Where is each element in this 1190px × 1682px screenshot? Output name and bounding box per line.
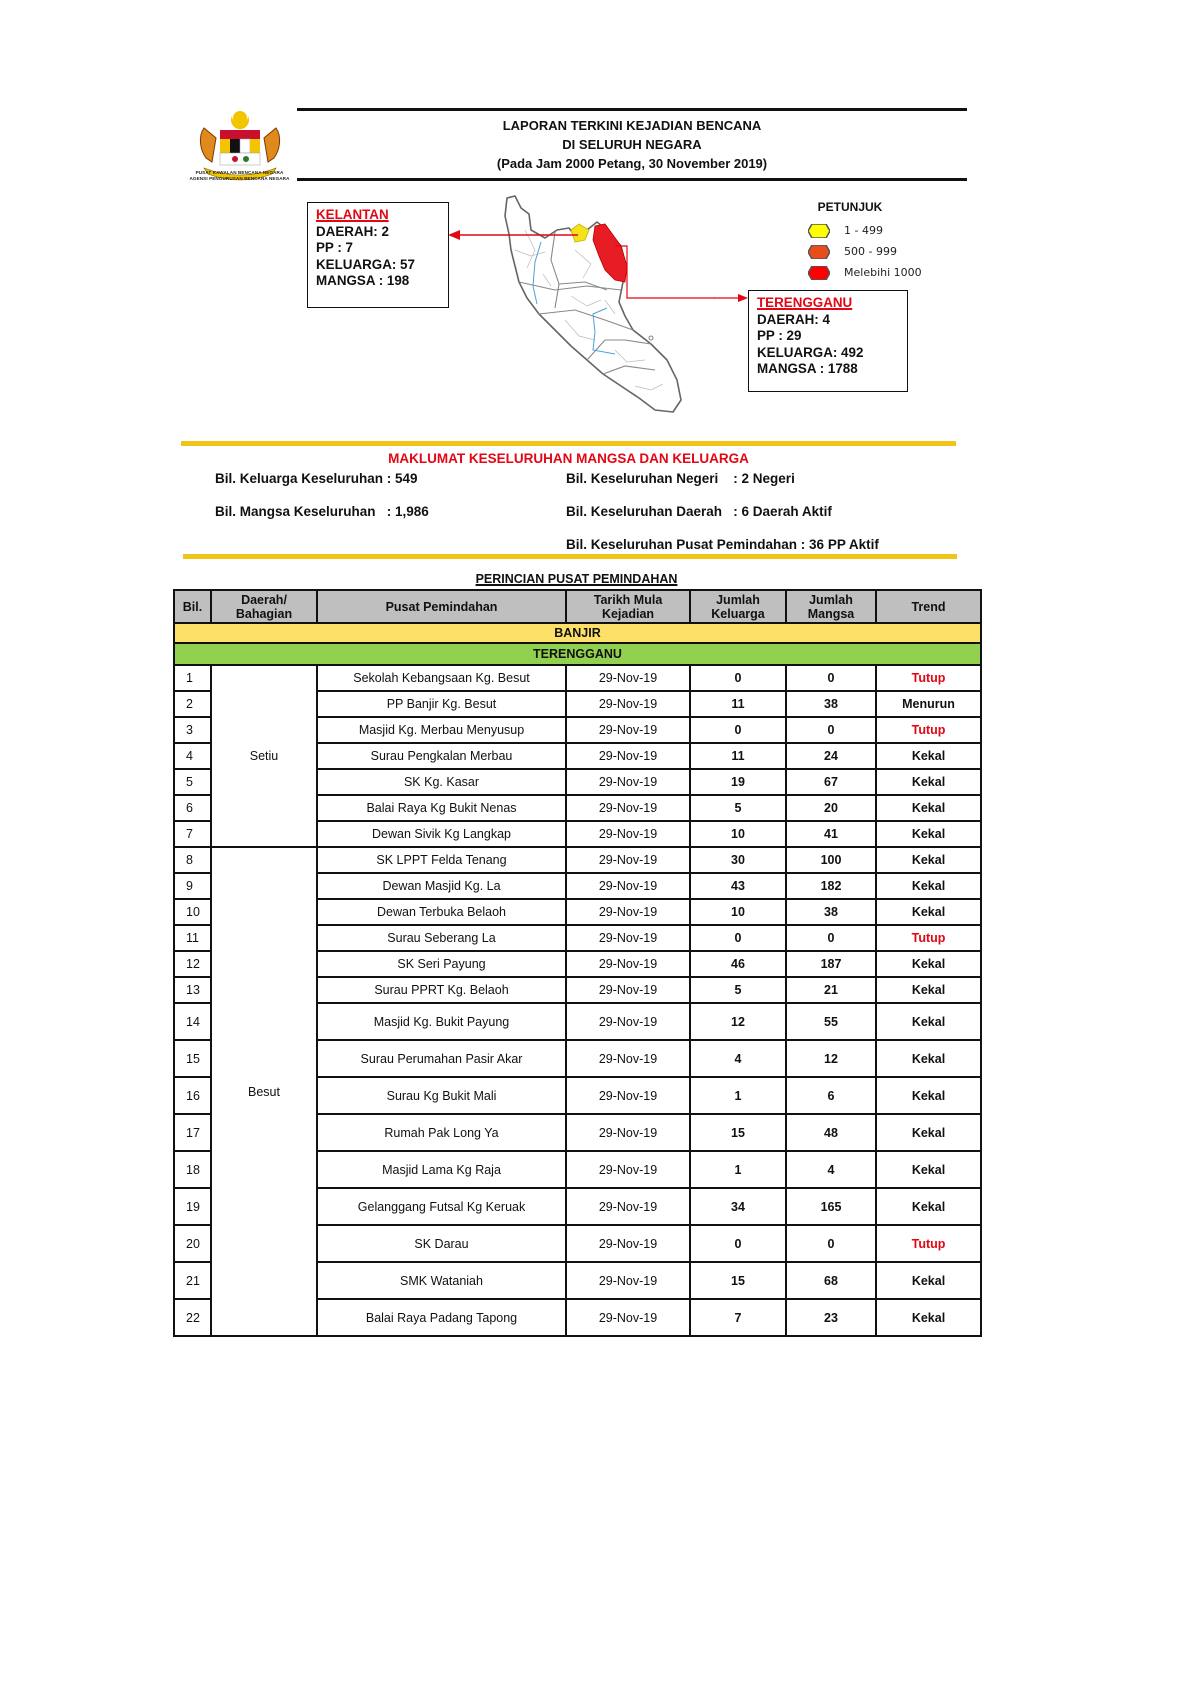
cell-trend: Tutup	[876, 1225, 981, 1262]
cell-bil: 18	[174, 1151, 211, 1188]
cell-jumlah-keluarga: 34	[690, 1188, 786, 1225]
cell-jumlah-mangsa: 0	[786, 925, 876, 951]
cell-pusat-pemindahan: Masjid Kg. Bukit Payung	[317, 1003, 566, 1040]
cell-pusat-pemindahan: Surau Seberang La	[317, 925, 566, 951]
legend-label: Melebihi 1000	[844, 266, 922, 279]
legend-label: 1 - 499	[844, 224, 883, 237]
cell-bil: 15	[174, 1040, 211, 1077]
cell-tarikh: 29-Nov-19	[566, 743, 690, 769]
cell-jumlah-mangsa: 165	[786, 1188, 876, 1225]
cell-pusat-pemindahan: Dewan Sivik Kg Langkap	[317, 821, 566, 847]
cell-trend: Kekal	[876, 769, 981, 795]
cell-bil: 21	[174, 1262, 211, 1299]
cell-bil: 19	[174, 1188, 211, 1225]
legend-item	[800, 262, 940, 283]
cell-tarikh: 29-Nov-19	[566, 951, 690, 977]
cell-bil: 12	[174, 951, 211, 977]
col-header-trend: Trend	[876, 590, 981, 623]
cell-bil: 3	[174, 717, 211, 743]
hexagon-yellow-icon	[808, 224, 830, 238]
state-row	[174, 643, 981, 665]
cell-trend: Kekal	[876, 1040, 981, 1077]
cell-jumlah-keluarga: 19	[690, 769, 786, 795]
cell-bil: 10	[174, 899, 211, 925]
cell-jumlah-mangsa: 67	[786, 769, 876, 795]
col-header-tarikh-line: Kejadian	[601, 606, 655, 621]
report-title	[297, 116, 967, 173]
cell-trend: Kekal	[876, 847, 981, 873]
cell-pusat-pemindahan: SMK Wataniah	[317, 1262, 566, 1299]
cell-jumlah-mangsa: 0	[786, 1225, 876, 1262]
col-header-daerah-line: Bahagian	[235, 606, 293, 621]
cell-pusat-pemindahan: SK Seri Payung	[317, 951, 566, 977]
kelantan-pp: PP : 7	[316, 240, 353, 255]
cell-tarikh: 29-Nov-19	[566, 665, 690, 691]
cell-trend: Kekal	[876, 899, 981, 925]
cell-jumlah-keluarga: 15	[690, 1114, 786, 1151]
disaster-type-row	[174, 623, 981, 643]
col-header-tarikh-line: Tarikh Mula	[593, 592, 663, 607]
cell-bil: 16	[174, 1077, 211, 1114]
cell-jumlah-mangsa: 0	[786, 665, 876, 691]
cell-jumlah-mangsa: 182	[786, 873, 876, 899]
cell-tarikh: 29-Nov-19	[566, 925, 690, 951]
summary-total-pusat: Bil. Keseluruhan Pusat Pemindahan : 36 PP Aktif	[566, 537, 879, 552]
cell-jumlah-keluarga: 1	[690, 1077, 786, 1114]
cell-trend: Kekal	[876, 821, 981, 847]
cell-jumlah-mangsa: 38	[786, 691, 876, 717]
cell-bil: 5	[174, 769, 211, 795]
cell-jumlah-keluarga: 5	[690, 795, 786, 821]
title-line-2: DI SELURUH NEGARA	[562, 137, 702, 152]
cell-jumlah-keluarga: 0	[690, 665, 786, 691]
cell-tarikh: 29-Nov-19	[566, 847, 690, 873]
cell-trend: Kekal	[876, 1188, 981, 1225]
cell-tarikh: 29-Nov-19	[566, 1151, 690, 1188]
kelantan-daerah: DAERAH: 2	[316, 223, 389, 239]
cell-trend: Kekal	[876, 1299, 981, 1336]
map-legend	[800, 200, 940, 283]
cell-pusat-pemindahan: SK LPPT Felda Tenang	[317, 847, 566, 873]
cell-trend: Kekal	[876, 1262, 981, 1299]
cell-jumlah-mangsa: 187	[786, 951, 876, 977]
cell-tarikh: 29-Nov-19	[566, 1114, 690, 1151]
cell-tarikh: 29-Nov-19	[566, 1003, 690, 1040]
cell-trend: Kekal	[876, 1151, 981, 1188]
cell-trend: Tutup	[876, 925, 981, 951]
title-line-1: LAPORAN TERKINI KEJADIAN BENCANA	[502, 118, 762, 133]
cell-trend: Kekal	[876, 873, 981, 899]
cell-pusat-pemindahan: PP Banjir Kg. Besut	[317, 691, 566, 717]
title-line-3: (Pada Jam 2000 Petang, 30 November 2019)	[496, 156, 768, 171]
cell-jumlah-mangsa: 20	[786, 795, 876, 821]
table-header-row	[174, 590, 981, 623]
kelantan-info-box	[307, 202, 449, 308]
logo-caption	[182, 170, 297, 181]
cell-jumlah-mangsa: 100	[786, 847, 876, 873]
cell-trend: Kekal	[876, 1114, 981, 1151]
cell-jumlah-keluarga: 15	[690, 1262, 786, 1299]
cell-jumlah-mangsa: 4	[786, 1151, 876, 1188]
hexagon-orange-icon	[808, 245, 830, 259]
cell-tarikh: 29-Nov-19	[566, 977, 690, 1003]
cell-bil: 8	[174, 847, 211, 873]
cell-jumlah-keluarga: 11	[690, 691, 786, 717]
legend-item	[800, 241, 940, 262]
summary-total-daerah: Bil. Keseluruhan Daerah : 6 Daerah Aktif	[566, 504, 832, 519]
cell-pusat-pemindahan: Surau Pengkalan Merbau	[317, 743, 566, 769]
terengganu-keluarga: KELUARGA: 492	[757, 344, 864, 360]
terengganu-pp: PP : 29	[757, 328, 802, 343]
logo-caption-line-2: AGENSI PENGURUSAN BENCANA NEGARA	[189, 175, 290, 181]
state-name: TERENGGANU	[174, 643, 981, 665]
cell-bil: 7	[174, 821, 211, 847]
cell-bil: 2	[174, 691, 211, 717]
cell-tarikh: 29-Nov-19	[566, 691, 690, 717]
hexagon-red-icon	[808, 266, 830, 280]
cell-pusat-pemindahan: Balai Raya Kg Bukit Nenas	[317, 795, 566, 821]
terengganu-mangsa: MANGSA : 1788	[757, 361, 858, 376]
cell-bil: 4	[174, 743, 211, 769]
cell-pusat-pemindahan: Surau Kg Bukit Mali	[317, 1077, 566, 1114]
peninsular-malaysia-map	[455, 190, 715, 418]
cell-bil: 17	[174, 1114, 211, 1151]
kelantan-mangsa: MANGSA : 198	[316, 273, 410, 288]
logo-caption-line-1: PUSAT KAWALAN BENCANA NEGARA	[195, 170, 284, 175]
cell-pusat-pemindahan: SK Kg. Kasar	[317, 769, 566, 795]
cell-jumlah-keluarga: 11	[690, 743, 786, 769]
cell-bil: 11	[174, 925, 211, 951]
cell-bil: 14	[174, 1003, 211, 1040]
cell-pusat-pemindahan: Balai Raya Padang Tapong	[317, 1299, 566, 1336]
cell-trend: Menurun	[876, 691, 981, 717]
table-row	[174, 665, 981, 691]
cell-daerah: Besut	[211, 847, 317, 1336]
cell-pusat-pemindahan: Surau Perumahan Pasir Akar	[317, 1040, 566, 1077]
cell-jumlah-mangsa: 21	[786, 977, 876, 1003]
cell-jumlah-keluarga: 10	[690, 899, 786, 925]
cell-tarikh: 29-Nov-19	[566, 769, 690, 795]
cell-bil: 13	[174, 977, 211, 1003]
cell-pusat-pemindahan: Gelanggang Futsal Kg Keruak	[317, 1188, 566, 1225]
cell-tarikh: 29-Nov-19	[566, 1225, 690, 1262]
cell-tarikh: 29-Nov-19	[566, 717, 690, 743]
cell-pusat-pemindahan: Dewan Terbuka Belaoh	[317, 899, 566, 925]
cell-trend: Tutup	[876, 665, 981, 691]
cell-tarikh: 29-Nov-19	[566, 1262, 690, 1299]
col-header-tarikh	[566, 590, 690, 623]
cell-jumlah-keluarga: 4	[690, 1040, 786, 1077]
col-header-mangsa	[786, 590, 876, 623]
terengganu-state-name: TERENGGANU	[757, 295, 853, 310]
cell-jumlah-keluarga: 7	[690, 1299, 786, 1336]
peninsula-outline	[505, 196, 681, 412]
cell-jumlah-keluarga: 0	[690, 717, 786, 743]
arrow-head-right-icon	[714, 293, 748, 303]
cell-bil: 22	[174, 1299, 211, 1336]
disaster-type: BANJIR	[174, 623, 981, 643]
col-header-keluarga-line: Jumlah	[716, 592, 760, 607]
cell-bil: 9	[174, 873, 211, 899]
cell-jumlah-mangsa: 12	[786, 1040, 876, 1077]
cell-jumlah-keluarga: 12	[690, 1003, 786, 1040]
cell-trend: Kekal	[876, 743, 981, 769]
terengganu-info-box	[748, 290, 908, 392]
cell-tarikh: 29-Nov-19	[566, 1299, 690, 1336]
cell-tarikh: 29-Nov-19	[566, 795, 690, 821]
cell-jumlah-mangsa: 23	[786, 1299, 876, 1336]
cell-tarikh: 29-Nov-19	[566, 1188, 690, 1225]
cell-tarikh: 29-Nov-19	[566, 1077, 690, 1114]
cell-bil: 20	[174, 1225, 211, 1262]
cell-jumlah-mangsa: 24	[786, 743, 876, 769]
cell-pusat-pemindahan: Dewan Masjid Kg. La	[317, 873, 566, 899]
summary-total-negeri: Bil. Keseluruhan Negeri : 2 Negeri	[566, 471, 795, 486]
legend-label: 500 - 999	[844, 245, 897, 258]
cell-jumlah-keluarga: 10	[690, 821, 786, 847]
cell-bil: 1	[174, 665, 211, 691]
cell-pusat-pemindahan: Masjid Lama Kg Raja	[317, 1151, 566, 1188]
col-header-mangsa-line: Jumlah	[809, 592, 853, 607]
cell-trend: Kekal	[876, 1003, 981, 1040]
cell-jumlah-mangsa: 48	[786, 1114, 876, 1151]
kelantan-state-name: KELANTAN	[316, 207, 389, 222]
cell-tarikh: 29-Nov-19	[566, 1040, 690, 1077]
summary-divider-top	[181, 441, 956, 446]
cell-jumlah-keluarga: 46	[690, 951, 786, 977]
evacuation-centre-table	[173, 589, 982, 1337]
col-header-keluarga	[690, 590, 786, 623]
cell-trend: Tutup	[876, 717, 981, 743]
col-header-daerah-line: Daerah/	[241, 592, 287, 607]
col-header-bil: Bil.	[174, 590, 211, 623]
col-header-mangsa-line: Mangsa	[807, 606, 855, 621]
header-rule-top	[297, 108, 967, 111]
cell-bil: 6	[174, 795, 211, 821]
kelantan-keluarga: KELUARGA: 57	[316, 256, 415, 272]
cell-pusat-pemindahan: Sekolah Kebangsaan Kg. Besut	[317, 665, 566, 691]
summary-divider-bottom	[183, 554, 957, 559]
summary-total-keluarga: Bil. Keluarga Keseluruhan : 549	[215, 471, 418, 486]
cell-daerah: Setiu	[211, 665, 317, 847]
cell-pusat-pemindahan: Surau PPRT Kg. Belaoh	[317, 977, 566, 1003]
cell-pusat-pemindahan: Masjid Kg. Merbau Menyusup	[317, 717, 566, 743]
terengganu-pointer-arrow	[615, 246, 715, 298]
table-caption	[173, 572, 980, 586]
cell-jumlah-mangsa: 68	[786, 1262, 876, 1299]
summary-heading: MAKLUMAT KESELURUHAN MANGSA DAN KELUARGA	[388, 451, 749, 466]
arrow-head-left-icon	[448, 229, 460, 241]
cell-trend: Kekal	[876, 1077, 981, 1114]
cell-jumlah-mangsa: 38	[786, 899, 876, 925]
col-header-keluarga-line: Keluarga	[711, 606, 765, 621]
cell-jumlah-keluarga: 0	[690, 1225, 786, 1262]
legend-title: PETUNJUK	[817, 200, 883, 214]
cell-jumlah-mangsa: 55	[786, 1003, 876, 1040]
cell-jumlah-mangsa: 0	[786, 717, 876, 743]
summary-total-mangsa: Bil. Mangsa Keseluruhan : 1,986	[215, 504, 429, 519]
table-caption-text: PERINCIAN PUSAT PEMINDAHAN	[475, 572, 678, 586]
cell-jumlah-keluarga: 43	[690, 873, 786, 899]
table-row	[174, 847, 981, 873]
cell-tarikh: 29-Nov-19	[566, 821, 690, 847]
cell-tarikh: 29-Nov-19	[566, 899, 690, 925]
cell-jumlah-keluarga: 5	[690, 977, 786, 1003]
cell-jumlah-mangsa: 41	[786, 821, 876, 847]
cell-jumlah-keluarga: 0	[690, 925, 786, 951]
terengganu-daerah: DAERAH: 4	[757, 311, 830, 327]
cell-jumlah-keluarga: 1	[690, 1151, 786, 1188]
cell-trend: Kekal	[876, 951, 981, 977]
col-header-daerah	[211, 590, 317, 623]
cell-jumlah-mangsa: 6	[786, 1077, 876, 1114]
cell-pusat-pemindahan: Rumah Pak Long Ya	[317, 1114, 566, 1151]
cell-jumlah-keluarga: 30	[690, 847, 786, 873]
cell-trend: Kekal	[876, 977, 981, 1003]
cell-trend: Kekal	[876, 795, 981, 821]
cell-tarikh: 29-Nov-19	[566, 873, 690, 899]
cell-pusat-pemindahan: SK Darau	[317, 1225, 566, 1262]
col-header-pusat: Pusat Pemindahan	[317, 590, 566, 623]
legend-item	[800, 220, 940, 241]
header-rule-bottom	[297, 178, 967, 181]
